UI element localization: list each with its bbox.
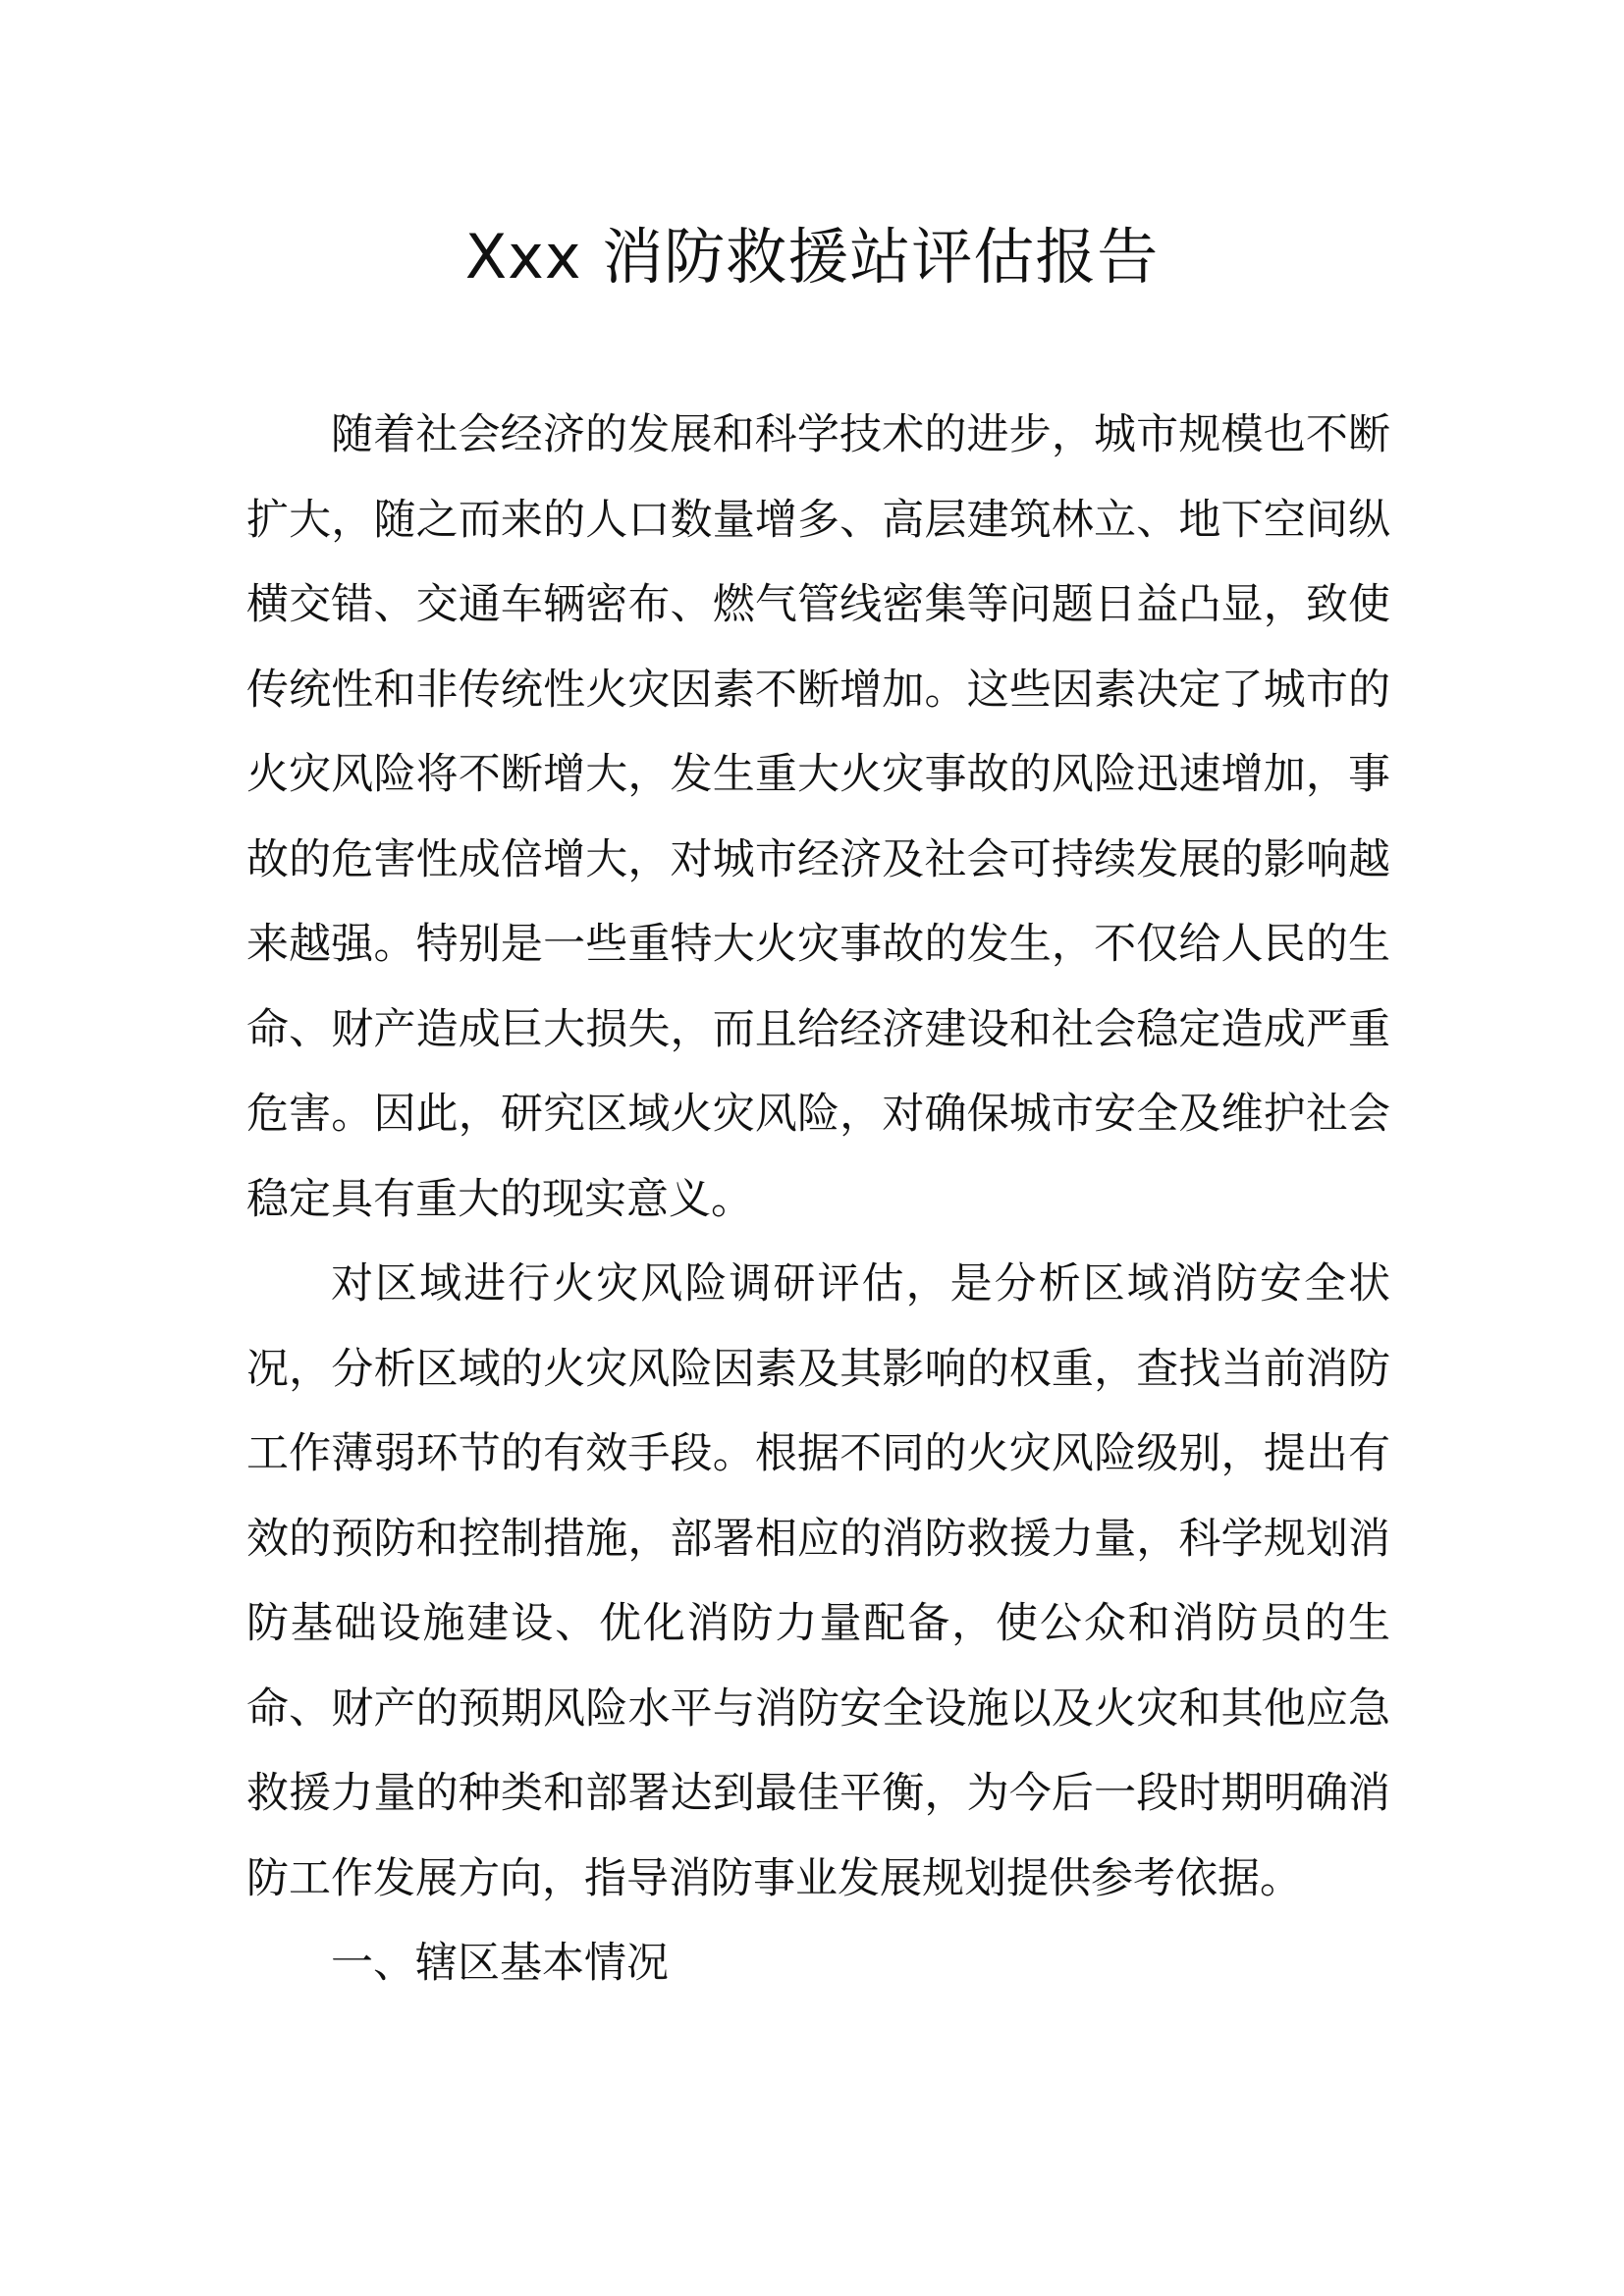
document-title: Xxx 消防救援站评估报告 [464, 221, 1160, 293]
section-heading: 一、辖区基本情况 [331, 1939, 669, 1988]
paragraph-intro: 随着社会经济的发展和科学技术的进步，城市规模也不断扩大，随之而来的人口数量增多、高层建筑林立、地下空间纵横交错、交通车辆密布、燃气管线密集等问题日益凸显，致使传统性和非传统性火灾因素不断增加。这些因素决定了城市的火灾风险将不断增大，发生重大火灾事故的风险迅速增加，事故的危害性成倍增大，对城市经济及社会可持续发展的影响越来越强。特别是一些重特大火灾事故的发生，不仅给人民的生命、财产造成巨大损失，而且给经济建设和社会稳定造成严重危害。因此，研究区域火灾风险，对确保城市安全及维护社会稳定具有重大的现实意义。 [246, 410, 1390, 1224]
document-body [246, 393, 1390, 2006]
paragraph-assessment: 对区域进行火灾风险调研评估，是分析区域消防安全状况，分析区域的火灾风险因素及其影响的权重，查找当前消防工作薄弱环节的有效手段。根据不同的火灾风险级别，提出有效的预防和控制措施，部署相应的消防救援力量，科学规划消防基础设施建设、优化消防力量配备，使公众和消防员的生命、财产的预期风险水平与消防安全设施以及火灾和其他应急救援力量的种类和部署达到最佳平衡，为今后一段时期明确消防工作发展方向，指导消防事业发展规划提供参考依据。 [246, 1259, 1390, 1903]
